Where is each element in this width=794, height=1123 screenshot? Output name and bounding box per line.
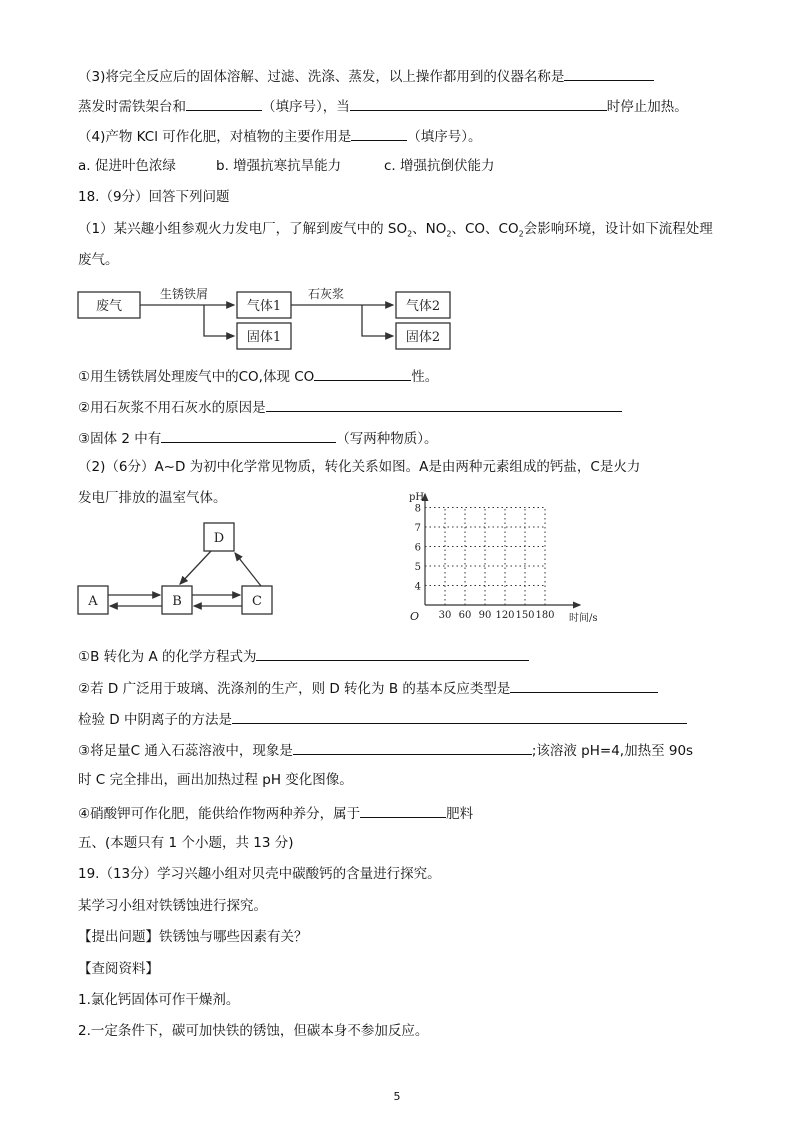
- q18-1-intro-cont: 废气。: [78, 252, 119, 268]
- page-number: 5: [393, 1090, 401, 1103]
- q18-t5: 时 C 完全排出，画出加热过程 pH 变化图像。: [78, 772, 353, 788]
- y-tick-label: 8: [414, 503, 421, 515]
- answer-blank[interactable]: [350, 96, 607, 111]
- text: 肥料: [446, 806, 474, 822]
- text: ①用生锈铁屑处理废气中的CO,体现 CO: [78, 369, 315, 385]
- q18-s1: [78, 366, 438, 386]
- q18-2-intro: （2)（6分）A~D 为初中化学常见物质，转化关系如图。A是由两种元素组成的钙盐，C是火力: [78, 459, 641, 475]
- text: （写两种物质）。: [336, 431, 438, 447]
- q19-line: 【提出问题】铁锈蚀与哪些因素有关？: [78, 929, 308, 945]
- section-heading: 五、(本题只有 1 个小题，共 13 分): [78, 835, 294, 851]
- text: （填序号）。: [407, 129, 482, 145]
- q19-line: 某学习小组对铁锈蚀进行探究。: [78, 898, 267, 914]
- ph-time-grid: [405, 488, 620, 628]
- y-tick-label: 4: [414, 581, 421, 593]
- text: 性。: [411, 369, 439, 385]
- q19-line: 2.一定条件下，碳可加快铁的锈蚀，但碳本身不参加反应。: [78, 1023, 429, 1039]
- node-b: B: [172, 594, 182, 609]
- answer-blank[interactable]: [510, 678, 658, 693]
- subscript: 2: [446, 229, 452, 239]
- q19-line: 1.氯化钙固体可作干燥剂。: [78, 992, 240, 1008]
- text: ;该溶液 pH=4,加热至 90s: [531, 743, 694, 759]
- text: （4)产物 KCl 可作化肥，对植物的主要作用是: [78, 129, 352, 145]
- text: ②若 D 广泛用于玻璃、洗涤剂的生产，则 D 转化为 B 的基本反应类型是: [78, 681, 511, 697]
- option-a: a. 促进叶色浓绿: [78, 158, 176, 174]
- q17-3-line1: [78, 66, 654, 86]
- answer-blank[interactable]: [186, 96, 262, 111]
- text: （填序号），当: [262, 99, 350, 115]
- q19-line: 【查阅资料】: [78, 961, 159, 977]
- y-tick-label: 5: [414, 562, 421, 573]
- text: ①B 转化为 A 的化学方程式为: [78, 649, 257, 665]
- q17-3-line2: [78, 96, 688, 116]
- flow-diagram: [76, 283, 456, 353]
- edge-label: 石灰浆: [307, 287, 345, 301]
- answer-blank[interactable]: [232, 709, 687, 724]
- q18-s3: [78, 428, 438, 448]
- conversion-diagram: [76, 520, 276, 615]
- subscript: 2: [407, 229, 413, 239]
- node-gas1: 气体1: [246, 299, 282, 314]
- text: ②用石灰浆不用石灰水的原因是: [78, 400, 266, 416]
- q18-heading: 18.（9分）回答下列问题: [78, 189, 230, 205]
- answer-blank[interactable]: [293, 740, 532, 755]
- node-c: C: [252, 594, 262, 609]
- y-tick-label: 7: [414, 523, 421, 534]
- option-c: c. 增强抗倒伏能力: [384, 158, 495, 174]
- origin-label: O: [410, 610, 420, 623]
- x-tick-label: 60: [458, 610, 472, 621]
- x-tick-label: 120: [495, 610, 515, 621]
- x-tick-label: 30: [438, 610, 452, 621]
- answer-blank[interactable]: [314, 366, 411, 381]
- x-tick-label: 180: [535, 610, 555, 621]
- text: 、NO: [412, 221, 447, 237]
- text: ④硝酸钾可作化肥，能供给作物两种养分，属于: [78, 806, 361, 822]
- text: 蒸发时需铁架台和: [78, 99, 186, 115]
- node-a: A: [88, 594, 98, 609]
- text: 、CO、CO: [451, 221, 519, 237]
- node-gas2: 气体2: [405, 299, 441, 314]
- node-solid1: 固体1: [246, 330, 282, 345]
- answer-blank[interactable]: [351, 126, 407, 141]
- answer-blank[interactable]: [256, 646, 529, 661]
- q18-t1: [78, 646, 529, 666]
- subscript: 2: [518, 229, 524, 239]
- q18-t6: [78, 803, 473, 823]
- node-solid2: 固体2: [405, 330, 441, 345]
- q18-1-intro: [78, 220, 713, 244]
- text: 会影响环境，设计如下流程处理: [523, 221, 713, 237]
- q18-s2: [78, 397, 622, 417]
- q17-4: [78, 126, 481, 146]
- option-b: b. 增强抗寒抗旱能力: [216, 158, 342, 174]
- text: ③将足量C 通入石蕊溶液中，现象是: [78, 743, 293, 759]
- q19-heading: 19.（13分）学习兴趣小组对贝壳中碳酸钙的含量进行探究。: [78, 866, 441, 882]
- q18-t2: [78, 678, 658, 698]
- x-tick-label: 90: [478, 610, 492, 621]
- x-tick-label: 150: [515, 610, 535, 621]
- q18-t3: [78, 709, 687, 729]
- node-waste-gas: 废气: [95, 299, 123, 314]
- x-axis-label: 时间/s: [569, 613, 598, 624]
- answer-blank[interactable]: [564, 66, 654, 81]
- text: ③固体 2 中有: [78, 431, 162, 447]
- answer-blank[interactable]: [266, 397, 622, 412]
- answer-blank[interactable]: [360, 803, 446, 818]
- text: 时停止加热。: [606, 99, 688, 115]
- text: （3)将完全反应后的固体溶解、过滤、洗涤、蒸发，以上操作都用到的仪器名称是: [78, 69, 565, 85]
- edge-label: 生锈铁屑: [159, 287, 209, 301]
- q18-t4: [78, 740, 693, 760]
- text: 检验 D 中阴离子的方法是: [78, 712, 232, 728]
- answer-blank[interactable]: [161, 428, 336, 443]
- y-tick-label: 6: [414, 542, 421, 554]
- node-d: D: [213, 531, 225, 546]
- y-axis-label: pH: [409, 492, 425, 503]
- q17-options: [78, 157, 495, 175]
- q18-2-intro-cont: 发电厂排放的温室气体。: [78, 490, 227, 506]
- text: （1）某兴趣小组参观火力发电厂，了解到废气中的 SO: [78, 221, 408, 237]
